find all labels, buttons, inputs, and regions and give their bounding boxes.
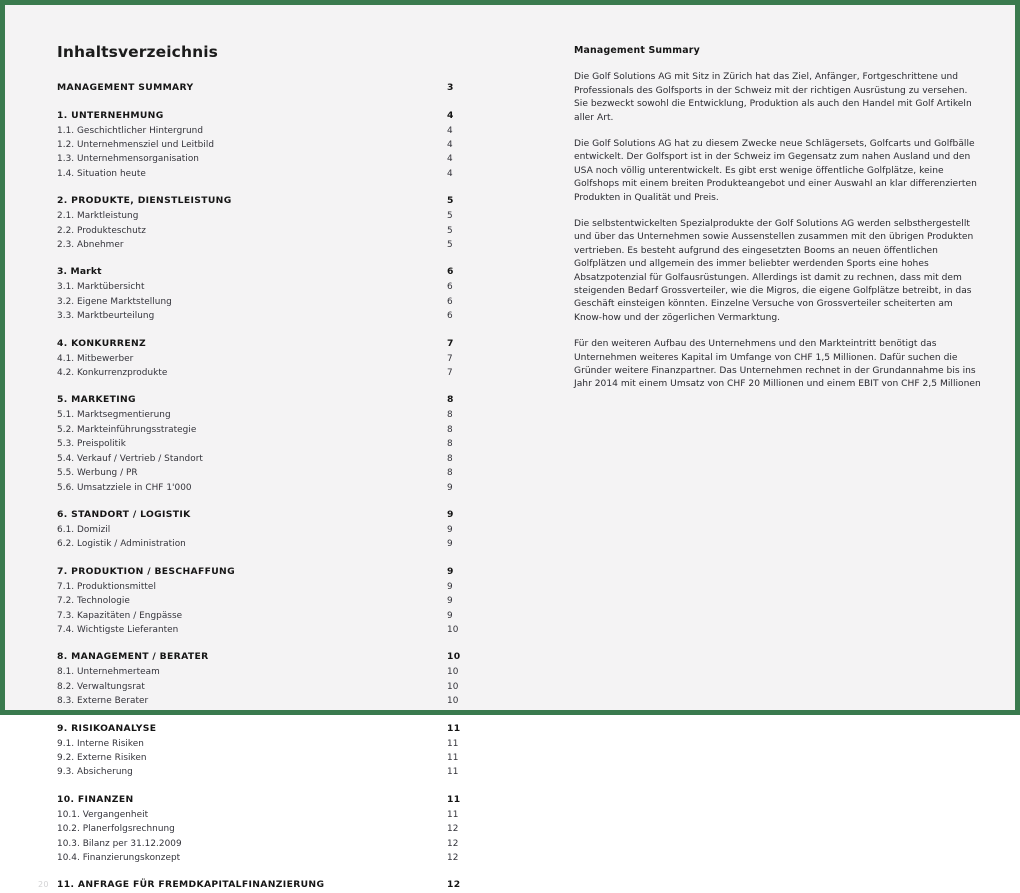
toc-entry-page: 5 [447,195,454,207]
toc-subsection-row[interactable] [57,295,477,309]
page-title: Inhaltsverzeichnis [57,43,218,61]
toc-entry-page: 10 [447,681,459,692]
toc-entry-page: 5 [447,225,453,236]
toc-entry-label: 6.2. Logistik / Administration [57,539,186,550]
toc-entry-label: 5.2. Markteinführungsstrategie [57,424,197,435]
toc-entry-label: 5.4. Verkauf / Vertrieb / Standort [57,453,203,464]
toc-subsection-row[interactable] [57,594,477,608]
toc-subsection-row[interactable] [57,408,477,422]
toc-entry-label: 7.3. Kapazitäten / Engpässe [57,610,183,621]
toc-entry-page: 6 [447,311,453,322]
toc-subsection-row[interactable] [57,124,477,138]
toc-subsection-row[interactable] [57,224,477,238]
toc-entry-page: 12 [447,879,461,891]
toc-entry-page: 12 [447,838,459,849]
toc-subsection-row[interactable] [57,452,477,466]
toc-section-row[interactable] [57,506,477,523]
toc-subsection-row[interactable] [57,808,477,822]
management-summary-column [574,45,982,392]
toc-entry-label: 4.2. Konkurrenzprodukte [57,368,168,379]
toc-entry-page: 10 [447,667,459,678]
toc-entry-label: 7.2. Technologie [57,596,130,607]
toc-entry-page: 9 [447,524,453,535]
toc-entry-label: 9. RISIKOANALYSE [57,722,157,734]
toc-entry-page: 10 [447,651,461,663]
toc-entry-page: 8 [447,394,454,406]
toc-entry-label: 8.2. Verwaltungsrat [57,681,145,692]
toc-entry-page: 8 [447,453,453,464]
toc-entry-page: 7 [447,353,453,364]
summary-heading: Management Summary [574,45,700,56]
toc-entry-page: 8 [447,410,453,421]
toc-entry-label: 7.4. Wichtigste Lieferanten [57,624,179,635]
toc-entry-label: 9.2. Externe Risiken [57,752,147,763]
toc-entry-label: 4. KONKURRENZ [57,337,147,349]
toc-entry-label: 1.3. Unternehmensorganisation [57,154,199,165]
summary-paragraph: Die Golf Solutions AG mit Sitz in Zürich hat das Ziel, Anfänger, Fortgeschrittene und Professionals des Golfsports in der Schweiz mit der richtigen Ausrüstung zu versehen. Sie bezweckt sowohl die Entwicklung, Produktion als auch den Handel mit Golf Artikeln aller Art. [574,72,972,123]
toc-subsection-row[interactable] [57,423,477,437]
toc-subsection-row[interactable] [57,238,477,252]
toc-entry-page: 5 [447,240,453,251]
toc-entry-page: 9 [447,508,454,520]
toc-entry-label: 3.3. Marktbeurteilung [57,311,155,322]
toc-entry-page: 9 [447,565,454,577]
toc-section-row[interactable] [57,192,477,209]
toc-entry-page: 4 [447,125,453,136]
toc-entry-page: 9 [447,539,453,550]
toc-entry-label: 4.1. Mitbewerber [57,353,134,364]
toc-entry-label: 10.3. Bilanz per 31.12.2009 [57,838,182,849]
toc-entry-label: 6.1. Domizil [57,524,111,535]
toc-entry-label: 8. MANAGEMENT / BERATER [57,651,209,663]
summary-body [574,71,982,392]
toc-entry-label: 5.5. Werbung / PR [57,468,138,479]
toc-subsection-row[interactable] [57,481,477,495]
toc-entry-label: 7.1. Produktionsmittel [57,581,156,592]
toc-entry-page: 11 [447,767,459,778]
toc-entry-label: 2.2. Produkteschutz [57,225,147,236]
toc-entry-page: 9 [447,581,453,592]
toc-subsection-row[interactable] [57,851,477,865]
toc-entry-page: 8 [447,468,453,479]
toc-section-row[interactable] [57,391,477,408]
toc-entry-label: 10.4. Finanzierungskonzept [57,853,181,863]
toc-subsection-row[interactable] [57,694,477,708]
toc-section-row[interactable] [57,107,477,124]
toc-subsection-row[interactable] [57,609,477,623]
toc-subsection-row[interactable] [57,309,477,323]
toc-entry-label: 2.1. Marktleistung [57,211,139,222]
toc-entry-label: 10. FINANZEN [57,793,134,805]
toc-section-row[interactable] [57,263,477,280]
toc-section-row[interactable] [57,648,477,665]
toc-entry-label: 5.6. Umsatzziele in CHF 1'000 [57,482,192,493]
toc-entry-page: 3 [447,81,454,93]
toc-subsection-row[interactable] [57,822,477,836]
summary-paragraph: Für den weiteren Aufbau des Unternehmens und den Markteintritt benötigt das Unternehmen weiteres Kapital im Umfange von CHF 1,5 Millionen. Dafür suchen die Gründer weitere Finanzpartner. Das Unternehmen rechnet in der Grundannahme bis ins Jahr 2014 mit einem Umsatz von CHF 20 Millionen und einem EBIT von CHF 2,5 Millionen [574,339,981,390]
toc-entry-page: 12 [447,824,459,835]
toc-entry-label: 10.2. Planerfolgsrechnung [57,824,175,835]
toc-subsection-row[interactable] [57,623,477,637]
toc-entry-page: 5 [447,211,453,222]
page-sheet [5,5,1015,891]
toc-subsection-row[interactable] [57,523,477,537]
toc-entry-page: 8 [447,424,453,435]
toc-entry-label: 3.1. Marktübersicht [57,282,145,293]
summary-paragraph: Die selbstentwickelten Spezialprodukte der Golf Solutions AG werden selbsthergestellt und über das Unternehmen sowie Aussenstellen zusammen mit den übrigen Produkten vertrieben. Es besteht aufgrund des eingesetzten Booms an neuen öffentlichen Golfplätzen und allgemein des immer beliebter werdenden Sports eine hohes Absatzpotenzial für Golfausrüstungen. Allerdings ist damit zu rechnen, dass mit dem steigenden Bedarf Grossverteiler, wie die Migros, die eigene Golfplätze betreibt, in das Geschäft einsteigen könnten. Einzelne Versuche von Grossverteiler scheiterten am Know-how und der zögerlichen Vermarktung. [574,218,974,323]
toc-entry-page: 4 [447,140,453,150]
toc-section-row[interactable] [57,335,477,352]
toc-subsection-row[interactable] [57,751,477,765]
summary-paragraph: Die Golf Solutions AG hat zu diesem Zwecke neue Schlägersets, Golfcarts und Golfbälle entwickelt. Der Golfsport ist in der Schweiz im Gegensatz zum nahen Ausland und den USA noch völlig unterentwickelt. Es gibt erst wenige öffentliche Golfplätze, keine Golfshops mit einem breiten Produkteangebot und einer Auswahl an klar differenzierten Produkten in Qualität und Preis. [574,138,977,203]
toc-entry-label: 5. MARKETING [57,394,136,406]
toc-entry-page: 6 [447,266,454,278]
toc-entry-page: 9 [447,610,453,621]
toc-entry-page: 12 [447,853,459,863]
toc-subsection-row[interactable] [57,152,477,166]
toc-entry-page: 10 [447,624,459,635]
toc-section-row[interactable] [57,791,477,808]
toc-section-row[interactable] [57,720,477,737]
toc-entry-page: 11 [447,738,459,749]
toc-subsection-row[interactable] [57,580,477,594]
toc-entry-page: 9 [447,596,453,607]
toc-entry-page: 11 [447,752,459,763]
toc-entry-label: 8.1. Unternehmerteam [57,667,160,678]
toc-entry-label: 5.3. Preispolitik [57,439,126,450]
toc-entry-page: 4 [447,168,453,179]
toc-subsection-row[interactable] [57,537,477,551]
toc-entry-label: 7. PRODUKTION / BESCHAFFUNG [57,565,235,577]
toc-entry-page: 6 [447,296,453,307]
toc-entry-page: 4 [447,154,453,165]
table-of-contents-column [38,43,477,893]
toc-entry-label: 1.2. Unternehmensziel und Leitbild [57,140,215,150]
toc-entry-label: 5.1. Marktsegmentierung [57,410,171,421]
toc-entry-label: 2. PRODUKTE, DIENSTLEISTUNG [57,195,232,207]
toc-entry-label: 3. Markt [57,266,102,278]
toc-subsection-row[interactable] [57,138,477,152]
toc-entry-page: 6 [447,282,453,293]
toc-entry-page: 11 [447,793,461,805]
toc-entry-label: 3.2. Eigene Marktstellung [57,296,172,307]
toc-entry-label: 9.3. Absicherung [57,767,133,778]
toc-entry-page: 7 [447,368,453,379]
toc-list [38,79,477,893]
toc-entry-page: 11 [447,722,461,734]
toc-entry-page: 11 [447,809,459,820]
toc-subsection-row[interactable] [57,665,477,679]
toc-entry-label: 1. UNTERNEHMUNG [57,109,164,121]
toc-entry-page: 9 [447,482,453,493]
toc-entry-label: 10.1. Vergangenheit [57,809,149,820]
toc-subsection-row[interactable] [57,466,477,480]
toc-subsection-row[interactable] [57,352,477,366]
page-number-marker: 20 [38,880,49,890]
toc-entry-page: 4 [447,109,454,121]
toc-section-row[interactable] [38,876,477,893]
toc-subsection-row[interactable] [57,437,477,451]
toc-entry-label: 1.1. Geschichtlicher Hintergrund [57,125,204,136]
toc-subsection-row[interactable] [57,737,477,751]
toc-entry-page: 8 [447,439,453,450]
toc-entry-label: 1.4. Situation heute [57,168,146,179]
toc-subsection-row[interactable] [57,837,477,851]
toc-section-row[interactable] [57,563,477,580]
toc-entry-label: 11. ANFRAGE FÜR FREMDKAPITALFINANZIERUNG [57,879,325,891]
toc-entry-page: 7 [447,337,454,349]
toc-entry-label: 2.3. Abnehmer [57,240,124,251]
toc-subsection-row[interactable] [57,167,477,181]
toc-entry-label: 8.3. Externe Berater [57,696,149,707]
toc-subsection-row[interactable] [57,280,477,294]
toc-entry-label: 9.1. Interne Risiken [57,738,144,749]
toc-entry-page: 10 [447,696,459,707]
toc-subsection-row[interactable] [57,680,477,694]
toc-entry-label: 6. STANDORT / LOGISTIK [57,508,191,520]
toc-subsection-row[interactable] [57,209,477,223]
toc-subsection-row[interactable] [57,765,477,779]
toc-section-row[interactable] [57,79,477,96]
toc-entry-label: MANAGEMENT SUMMARY [57,81,194,93]
toc-subsection-row[interactable] [57,366,477,380]
